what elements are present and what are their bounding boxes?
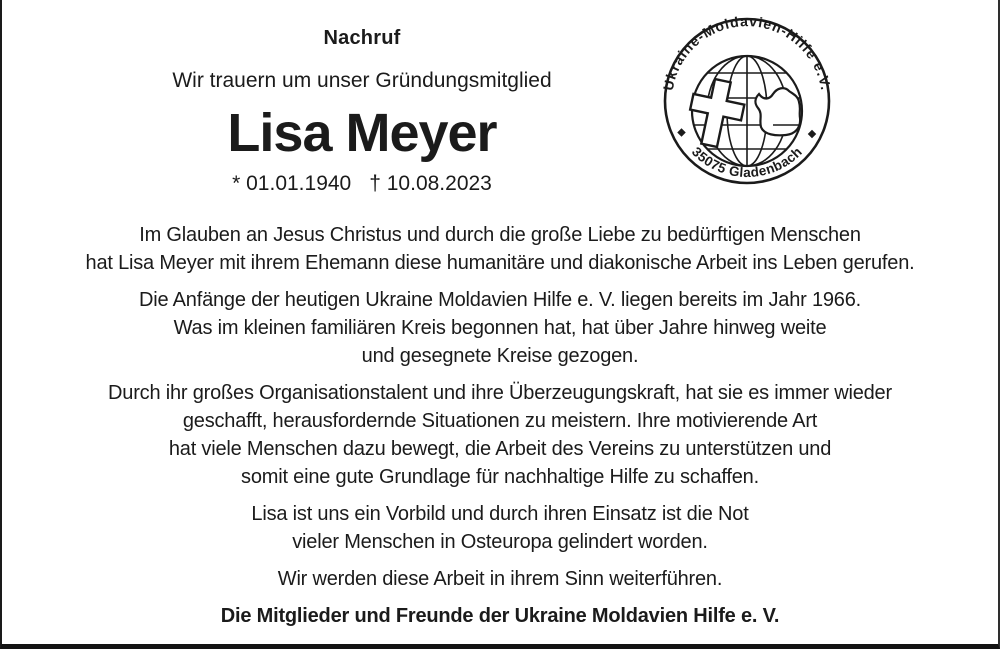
life-dates bbox=[2, 172, 722, 196]
logo-graphic bbox=[652, 6, 842, 196]
obituary-paragraph bbox=[2, 565, 998, 593]
paragraph-line: somit eine gute Grundlage für nachhaltige Hilfe zu schaffen. bbox=[241, 466, 759, 488]
paragraph-line: hat Lisa Meyer mit ihrem Ehemann diese humanitäre und diakonische Arbeit ins Leben gerufen. bbox=[85, 252, 915, 274]
obituary-header bbox=[2, 0, 722, 196]
obituary-paragraph bbox=[2, 286, 998, 370]
paragraph-line: Die Anfänge der heutigen Ukraine Moldavien Hilfe e. V. liegen bereits im Jahr 1966. bbox=[139, 289, 861, 311]
obituary-paragraph bbox=[2, 221, 998, 277]
kicker: Nachruf bbox=[323, 27, 401, 49]
paragraph-line: hat viele Menschen dazu bewegt, die Arbeit des Vereins zu unterstützen und bbox=[168, 438, 832, 460]
diamond-bullet-left-icon bbox=[677, 128, 685, 136]
paragraph-line: Wir werden diese Arbeit in ihrem Sinn weiterführen. bbox=[277, 568, 723, 590]
diamond-bullet-right-icon bbox=[808, 130, 816, 138]
intro-line: Wir trauern um unser Gründungsmitglied bbox=[172, 69, 552, 92]
paragraph-line: geschafft, herausfordernde Situationen zu meistern. Ihre motivierende Art bbox=[182, 410, 818, 432]
closing-line: Die Mitglieder und Freunde der Ukraine Moldavien Hilfe e. V. bbox=[220, 605, 780, 627]
logo-ring-text: Ukraine-Moldavien-Hilfe e.V. bbox=[659, 13, 835, 92]
paragraph-line: Durch ihr großes Organisationstalent und ihre Überzeugungskraft, hat sie es immer wieder bbox=[108, 382, 892, 404]
death-date: † 10.08.2023 bbox=[369, 172, 492, 196]
birth-date: * 01.01.1940 bbox=[232, 172, 352, 196]
paragraph-line: Was im kleinen familiären Kreis begonnen hat, hat über Jahre hinweg weite bbox=[173, 317, 827, 339]
paragraph-line: vieler Menschen in Osteuropa gelindert worden. bbox=[292, 531, 708, 553]
obituary-body bbox=[2, 221, 998, 639]
paragraph-line: Lisa ist uns ein Vorbild und durch ihren Einsatz ist die Not bbox=[251, 503, 749, 525]
jug-icon bbox=[755, 88, 800, 135]
obituary-paragraph bbox=[2, 500, 998, 556]
association-logo bbox=[652, 6, 842, 196]
deceased-name: Lisa Meyer bbox=[227, 103, 497, 163]
paragraph-line: und gesegnete Kreise gezogen. bbox=[361, 345, 639, 367]
cross-icon bbox=[684, 75, 749, 150]
obituary-paragraph bbox=[2, 379, 998, 491]
paragraph-line: Im Glauben an Jesus Christus und durch die große Liebe zu bedürftigen Menschen bbox=[139, 224, 861, 246]
logo-location-text: 35075 Gladenbach bbox=[688, 143, 806, 181]
